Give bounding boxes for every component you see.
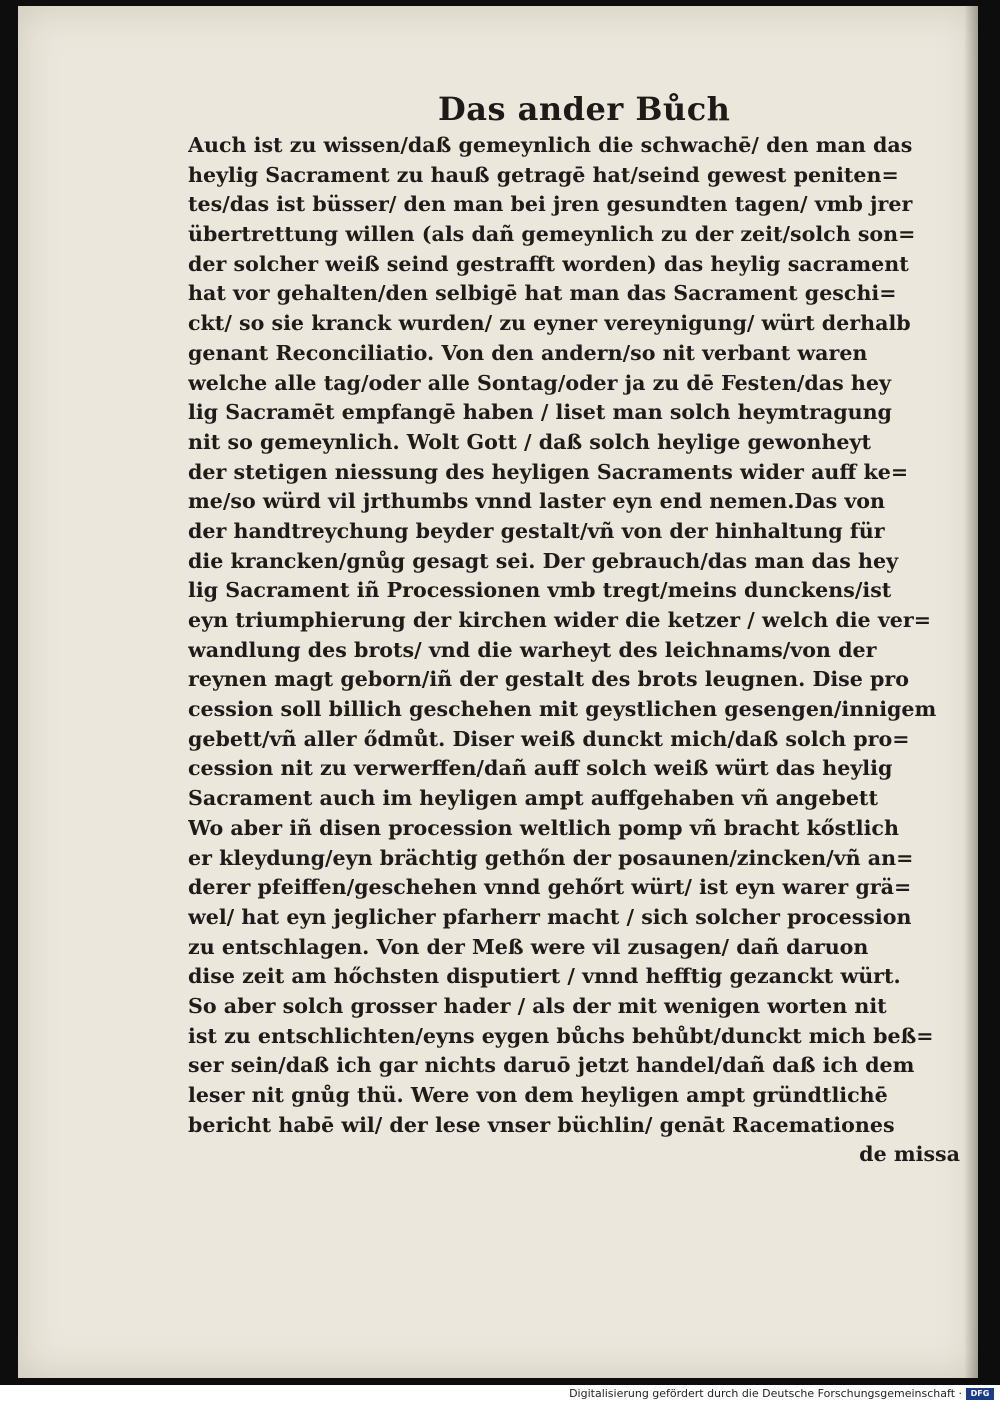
text-line: lig Sacramēt empfangē haben / liset man solch heymtragung	[188, 400, 892, 425]
text-line: der solcher weiß seind gestrafft worden) das heylig sacrament	[188, 251, 909, 276]
text-line: reynen magt geborn/iñ der gestalt des brots leugnen. Dise pro	[188, 667, 910, 692]
footer-credit: Digitalisierung gefördert durch die Deutsche Forschungsgemeinschaft ·	[569, 1387, 962, 1400]
page-heading: Das ander Bůch	[438, 90, 731, 128]
text-line: zu entschlagen. Von der Meß were vil zusagen/ dañ daruon	[188, 934, 869, 959]
text-line: gebett/vñ aller ődmůt. Diser weiß dunckt mich/daß solch pro=	[188, 726, 910, 751]
text-line: genant Reconciliatio. Von den andern/so nit verbant waren	[188, 340, 868, 365]
text-line: tes/das ist büsser/ den man bei jren gesundten tagen/ vmb jrer	[188, 192, 913, 217]
text-line: me/so würd vil jrthumbs vnnd laster eyn end nemen.Das von	[188, 489, 886, 514]
text-line: Sacrament auch im heyligen ampt auffgehaben vñ angebett	[188, 786, 878, 811]
text-line: ser sein/daß ich gar nichts daruō jetzt handel/dañ daß ich dem	[188, 1053, 915, 1078]
text-line: wandlung des brots/ vnd die warheyt des leichnams/von der	[188, 637, 877, 662]
text-line: die krancken/gnůg gesagt sei. Der gebrauch/das man das hey	[188, 548, 899, 573]
text-line: er kleydung/eyn brächtig gethőn der posaunen/zincken/vñ an=	[188, 845, 914, 870]
text-line: derer pfeiffen/geschehen vnnd gehőrt würt/ ist eyn warer grä=	[188, 875, 912, 900]
text-line: Auch ist zu wissen/daß gemeynlich die schwachē/ den man das	[188, 133, 913, 157]
catchword: de missa	[859, 1142, 960, 1167]
text-line: bericht habē wil/ der lese vnser büchlin/ genāt Racemationes	[188, 1112, 895, 1137]
text-line: So aber solch grosser hader / als der mit wenigen worten nit	[188, 993, 887, 1018]
text-line: nit so gemeynlich. Wolt Gott / daß solch heylige gewonheyt	[188, 429, 871, 454]
text-line: wel/ hat eyn jeglicher pfarherr macht / sich solcher procession	[188, 904, 912, 929]
text-line: Wo aber iñ disen procession weltlich pomp vñ bracht kőstlich	[188, 815, 899, 840]
body-text	[188, 131, 978, 1170]
text-line: der stetigen niessung des heyligen Sacraments wider auff ke=	[188, 459, 909, 484]
text-line: eyn triumphierung der kirchen wider die ketzer / welch die ver=	[188, 608, 932, 632]
footer-bar	[0, 1385, 1000, 1404]
text-line: cession nit zu verwerffen/dañ auff solch weiß würt das heylig	[188, 756, 893, 781]
text-line: dise zeit am hőchsten disputiert / vnnd hefftig gezanckt würt.	[188, 964, 901, 989]
text-line: hat vor gehalten/den selbigē hat man das Sacrament geschi=	[188, 281, 897, 306]
text-line: übertrettung willen (als dañ gemeynlich zu der zeit/solch son=	[188, 222, 916, 247]
text-line: leser nit gnůg thü. Were von dem heyligen ampt gründtlichē	[188, 1083, 888, 1107]
text-line: heylig Sacrament zu hauß getragē hat/seind gewest peniten=	[188, 162, 899, 187]
text-line: cession soll billich geschehen mit geystlichen gesengen/innigem	[188, 697, 937, 722]
dfg-logo-icon: DFG	[966, 1388, 994, 1400]
text-line: ckt/ so sie kranck wurden/ zu eyner vereynigung/ würt derhalb	[188, 311, 911, 336]
text-line: der handtreychung beyder gestalt/vñ von der hinhaltung für	[188, 518, 885, 543]
text-line: ist zu entschlichten/eyns eygen bůchs behůbt/dunckt mich beß=	[188, 1023, 934, 1048]
text-line: lig Sacrament iñ Processionen vmb tregt/meins dunckens/ist	[188, 578, 892, 603]
text-line: welche alle tag/oder alle Sontag/oder ja zu dē Festen/das hey	[188, 370, 891, 395]
book-page	[18, 6, 978, 1378]
